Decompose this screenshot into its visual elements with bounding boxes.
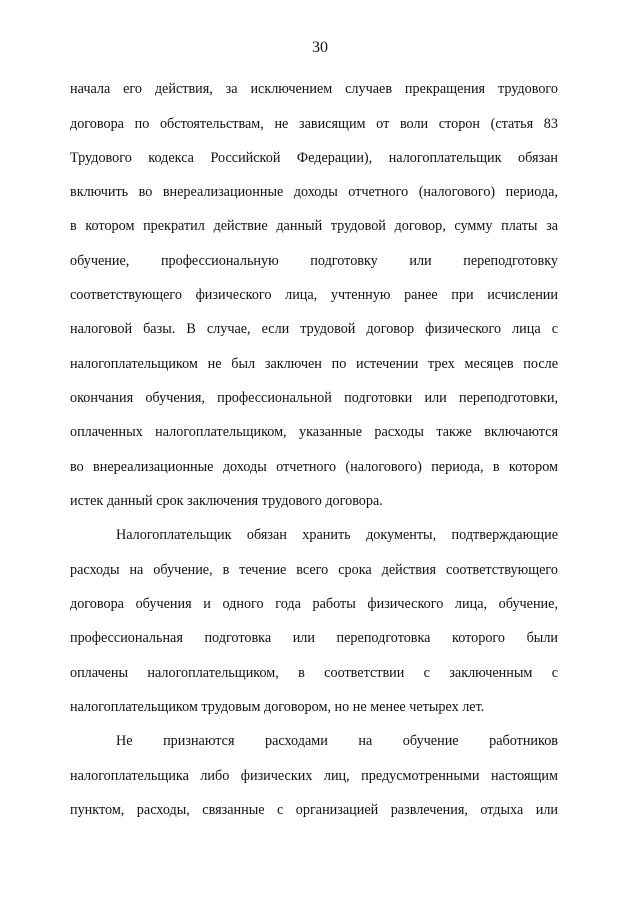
text-line: Не признаются расходами на обучение работников <box>116 733 558 749</box>
text-line: во внереализационные доходы отчетного (налогового) периода, в котором <box>70 459 558 475</box>
text-line: налогоплательщиком не был заключен по истечении трех месяцев после <box>70 356 558 372</box>
text-line: включить во внереализационные доходы отчетного (налогового) периода, <box>70 184 558 200</box>
text-line: начала его действия, за исключением случаев прекращения трудового <box>70 81 558 97</box>
text-line: оплачены налогоплательщиком, в соответствии с заключенным с <box>70 665 558 681</box>
text-line: истек данный срок заключения трудового договора. <box>70 493 383 509</box>
text-line: Налогоплательщик обязан хранить документы, подтверждающие <box>116 527 558 543</box>
page-number: 30 <box>312 39 328 56</box>
text-line: налогоплательщика либо физических лиц, предусмотренными настоящим <box>70 768 558 784</box>
text-line: соответствующего физического лица, учтенную ранее при исчислении <box>70 287 558 303</box>
text-line: в котором прекратил действие данный трудовой договор, сумму платы за <box>70 218 558 234</box>
text-line: расходы на обучение, в течение всего срока действия соответствующего <box>70 562 558 578</box>
text-line: пунктом, расходы, связанные с организацией развлечения, отдыха или <box>70 802 558 818</box>
text-line: Трудового кодекса Российской Федерации), налогоплательщик обязан <box>70 150 558 166</box>
text-line: обучение, профессиональную подготовку или переподготовку <box>70 253 558 269</box>
text-line: договора обучения и одного года работы физического лица, обучение, <box>70 596 558 612</box>
text-line: налоговой базы. В случае, если трудовой договор физического лица с <box>70 321 558 337</box>
text-line: профессиональная подготовка или переподготовка которого были <box>70 630 558 646</box>
text-line: оплаченных налогоплательщиком, указанные расходы также включаются <box>70 424 558 440</box>
text-line: договора по обстоятельствам, не зависящим от воли сторон (статья 83 <box>70 116 558 132</box>
text-line: окончания обучения, профессиональной подготовки или переподготовки, <box>70 390 558 406</box>
text-line: налогоплательщиком трудовым договором, но не менее четырех лет. <box>70 699 485 715</box>
